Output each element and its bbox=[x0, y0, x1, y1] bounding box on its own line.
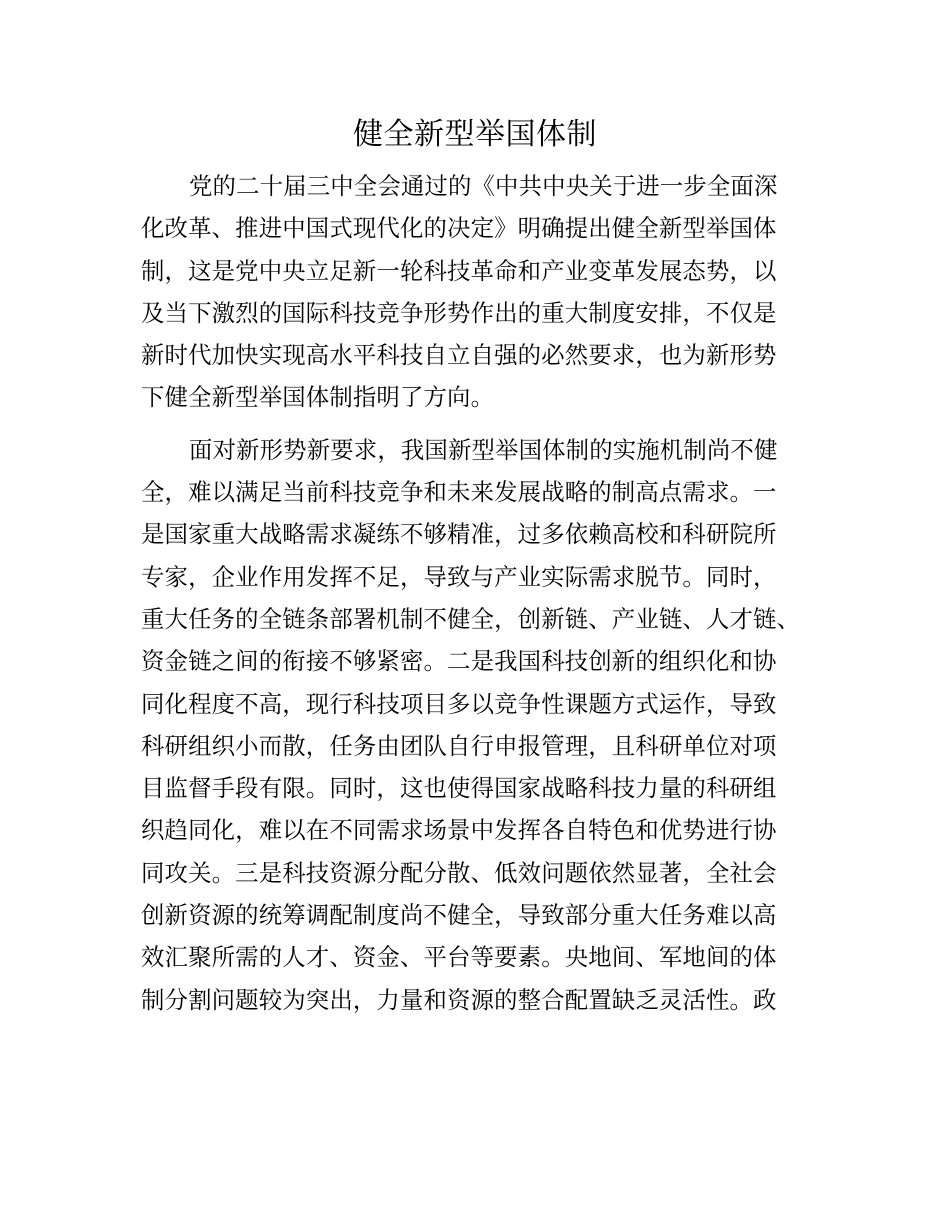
paragraph-2-line-14: 制分割问题较为突出，力量和资源的整合配置缺乏灵活性。政 bbox=[141, 985, 777, 1014]
paragraph-2-line-4: 专家，企业作用发挥不足，导致与产业实际需求脱节。同时， bbox=[141, 562, 777, 591]
paragraph-2-line-8: 科研组织小而散，任务由团队自行申报管理，且科研单位对项 bbox=[141, 731, 777, 760]
paragraph-2-line-2: 全，难以满足当前科技竞争和未来发展战略的制高点需求。一 bbox=[141, 478, 777, 507]
paragraph-1-line-5: 新时代加快实现高水平科技自立自强的必然要求，也为新形势 bbox=[141, 341, 777, 370]
paragraph-1-line-2: 化改革、推进中国式现代化的决定》明确提出健全新型举国体 bbox=[141, 214, 777, 243]
paragraph-2-line-5: 重大任务的全链条部署机制不健全，创新链、产业链、人才链、 bbox=[141, 604, 801, 633]
paragraph-2-line-13: 效汇聚所需的人才、资金、平台等要素。央地间、军地间的体 bbox=[141, 943, 777, 972]
paragraph-2-line-11: 同攻关。三是科技资源分配分散、低效问题依然显著，全社会 bbox=[141, 858, 777, 887]
document-body bbox=[141, 165, 821, 1021]
paragraph-2-line-12: 创新资源的统筹调配制度尚不健全，导致部分重大任务难以高 bbox=[141, 901, 777, 930]
paragraph-2-line-1: 面对新形势新要求，我国新型举国体制的实施机制尚不健 bbox=[189, 435, 778, 464]
paragraph-1-line-4: 及当下激烈的国际科技竞争形势作出的重大制度安排，不仅是 bbox=[141, 298, 777, 327]
document-title: 健全新型举国体制 bbox=[353, 117, 597, 152]
paragraph-2-line-7: 同化程度不高，现行科技项目多以竞争性课题方式运作，导致 bbox=[141, 689, 777, 718]
paragraph-2-line-9: 目监督手段有限。同时，这也使得国家战略科技力量的科研组 bbox=[141, 774, 777, 803]
paragraph-2-line-3: 是国家重大战略需求凝练不够精准，过多依赖高校和科研院所 bbox=[141, 520, 777, 549]
paragraph-2-line-10: 织趋同化，难以在不同需求场景中发挥各自特色和优势进行协 bbox=[141, 816, 777, 845]
paragraph-1-line-6: 下健全新型举国体制指明了方向。 bbox=[141, 383, 495, 412]
paragraph-2-line-6: 资金链之间的衔接不够紧密。二是我国科技创新的组织化和协 bbox=[141, 647, 777, 676]
paragraph-1-line-3: 制，这是党中央立足新一轮科技革命和产业变革发展态势，以 bbox=[141, 256, 777, 285]
paragraph-1-line-1: 党的二十届三中全会通过的《中共中央关于进一步全面深 bbox=[189, 172, 778, 200]
